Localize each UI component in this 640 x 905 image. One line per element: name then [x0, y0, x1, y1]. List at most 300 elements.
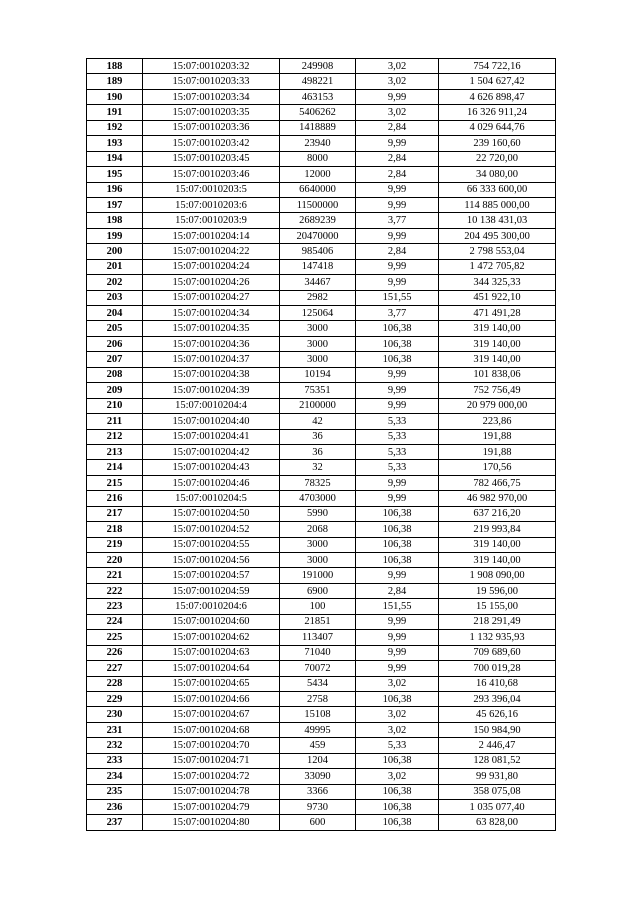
value-cell: 15 155,00 — [439, 599, 556, 614]
table-row — [87, 444, 556, 459]
table-row — [87, 74, 556, 89]
table-row — [87, 691, 556, 706]
area-cell: 459 — [280, 738, 356, 753]
value-cell: 218 291,49 — [439, 614, 556, 629]
row-number-cell: 212 — [87, 429, 143, 444]
area-cell: 15108 — [280, 707, 356, 722]
value-cell: 45 626,16 — [439, 707, 556, 722]
value-cell: 10 138 431,03 — [439, 213, 556, 228]
cadastral-number-cell: 15:07:0010204:5 — [143, 491, 280, 506]
rate-cell: 9,99 — [356, 197, 439, 212]
area-cell: 113407 — [280, 630, 356, 645]
rate-cell: 151,55 — [356, 599, 439, 614]
area-cell: 100 — [280, 599, 356, 614]
rate-cell: 3,02 — [356, 74, 439, 89]
value-cell: 1 132 935,93 — [439, 630, 556, 645]
value-cell: 204 495 300,00 — [439, 228, 556, 243]
row-number-cell: 237 — [87, 815, 143, 830]
rate-cell: 151,55 — [356, 290, 439, 305]
rate-cell: 9,99 — [356, 383, 439, 398]
table-row — [87, 645, 556, 660]
rate-cell: 9,99 — [356, 367, 439, 382]
table-row — [87, 815, 556, 830]
table-row — [87, 89, 556, 104]
row-number-cell: 231 — [87, 722, 143, 737]
row-number-cell: 188 — [87, 59, 143, 74]
row-number-cell: 218 — [87, 522, 143, 537]
row-number-cell: 223 — [87, 599, 143, 614]
value-cell: 2 798 553,04 — [439, 244, 556, 259]
table-row — [87, 136, 556, 151]
value-cell: 20 979 000,00 — [439, 398, 556, 413]
area-cell: 12000 — [280, 167, 356, 182]
table-row — [87, 259, 556, 274]
rate-cell: 9,99 — [356, 614, 439, 629]
cadastral-number-cell: 15:07:0010204:62 — [143, 630, 280, 645]
value-cell: 22 720,00 — [439, 151, 556, 166]
table-row — [87, 167, 556, 182]
cadastral-number-cell: 15:07:0010203:6 — [143, 197, 280, 212]
table-row — [87, 398, 556, 413]
row-number-cell: 189 — [87, 74, 143, 89]
table-row — [87, 614, 556, 629]
row-number-cell: 193 — [87, 136, 143, 151]
value-cell: 63 828,00 — [439, 815, 556, 830]
table-row — [87, 630, 556, 645]
cadastral-number-cell: 15:07:0010204:65 — [143, 676, 280, 691]
row-number-cell: 225 — [87, 630, 143, 645]
table-row — [87, 228, 556, 243]
value-cell: 319 140,00 — [439, 321, 556, 336]
document-page — [86, 58, 555, 831]
area-cell: 20470000 — [280, 228, 356, 243]
rate-cell: 106,38 — [356, 522, 439, 537]
table-row — [87, 475, 556, 490]
area-cell: 125064 — [280, 306, 356, 321]
area-cell: 249908 — [280, 59, 356, 74]
cadastral-number-cell: 15:07:0010204:79 — [143, 800, 280, 815]
cadastral-number-cell: 15:07:0010204:60 — [143, 614, 280, 629]
value-cell: 101 838,06 — [439, 367, 556, 382]
cadastral-number-cell: 15:07:0010204:24 — [143, 259, 280, 274]
table-row — [87, 197, 556, 212]
area-cell: 33090 — [280, 769, 356, 784]
cadastral-number-cell: 15:07:0010204:63 — [143, 645, 280, 660]
value-cell: 344 325,33 — [439, 275, 556, 290]
value-cell: 150 984,90 — [439, 722, 556, 737]
area-cell: 2100000 — [280, 398, 356, 413]
rate-cell: 3,02 — [356, 59, 439, 74]
area-cell: 21851 — [280, 614, 356, 629]
rate-cell: 5,33 — [356, 414, 439, 429]
table-row — [87, 182, 556, 197]
rate-cell: 3,02 — [356, 676, 439, 691]
row-number-cell: 197 — [87, 197, 143, 212]
cadastral-number-cell: 15:07:0010204:64 — [143, 661, 280, 676]
cadastral-number-cell: 15:07:0010204:57 — [143, 568, 280, 583]
area-cell: 463153 — [280, 89, 356, 104]
cadastral-number-cell: 15:07:0010204:42 — [143, 444, 280, 459]
rate-cell: 106,38 — [356, 800, 439, 815]
table-row — [87, 151, 556, 166]
cadastral-number-cell: 15:07:0010204:40 — [143, 414, 280, 429]
row-number-cell: 203 — [87, 290, 143, 305]
table-row — [87, 583, 556, 598]
area-cell: 23940 — [280, 136, 356, 151]
rate-cell: 5,33 — [356, 738, 439, 753]
cadastral-number-cell: 15:07:0010204:39 — [143, 383, 280, 398]
table-row — [87, 429, 556, 444]
table-row — [87, 120, 556, 135]
table-row — [87, 784, 556, 799]
cadastral-number-cell: 15:07:0010203:32 — [143, 59, 280, 74]
row-number-cell: 219 — [87, 537, 143, 552]
row-number-cell: 195 — [87, 167, 143, 182]
value-cell: 66 333 600,00 — [439, 182, 556, 197]
area-cell: 5434 — [280, 676, 356, 691]
rate-cell: 9,99 — [356, 661, 439, 676]
area-cell: 4703000 — [280, 491, 356, 506]
cadastral-number-cell: 15:07:0010204:37 — [143, 352, 280, 367]
row-number-cell: 201 — [87, 259, 143, 274]
row-number-cell: 207 — [87, 352, 143, 367]
rate-cell: 3,02 — [356, 105, 439, 120]
table-row — [87, 738, 556, 753]
row-number-cell: 233 — [87, 753, 143, 768]
table-row — [87, 321, 556, 336]
value-cell: 191,88 — [439, 444, 556, 459]
table-row — [87, 59, 556, 74]
value-cell: 782 466,75 — [439, 475, 556, 490]
row-number-cell: 211 — [87, 414, 143, 429]
row-number-cell: 232 — [87, 738, 143, 753]
rate-cell: 9,99 — [356, 182, 439, 197]
area-cell: 985406 — [280, 244, 356, 259]
area-cell: 3366 — [280, 784, 356, 799]
table-row — [87, 800, 556, 815]
cadastral-number-cell: 15:07:0010204:35 — [143, 321, 280, 336]
row-number-cell: 194 — [87, 151, 143, 166]
cadastral-number-cell: 15:07:0010204:46 — [143, 475, 280, 490]
rate-cell: 9,99 — [356, 89, 439, 104]
rate-cell: 106,38 — [356, 784, 439, 799]
area-cell: 6640000 — [280, 182, 356, 197]
table-row — [87, 537, 556, 552]
rate-cell: 9,99 — [356, 228, 439, 243]
row-number-cell: 210 — [87, 398, 143, 413]
rate-cell: 9,99 — [356, 259, 439, 274]
area-cell: 147418 — [280, 259, 356, 274]
cadastral-number-cell: 15:07:0010204:71 — [143, 753, 280, 768]
table-row — [87, 383, 556, 398]
cadastral-number-cell: 15:07:0010204:72 — [143, 769, 280, 784]
cadastral-number-cell: 15:07:0010204:55 — [143, 537, 280, 552]
cadastral-number-cell: 15:07:0010203:5 — [143, 182, 280, 197]
cadastral-number-cell: 15:07:0010203:9 — [143, 213, 280, 228]
rate-cell: 106,38 — [356, 352, 439, 367]
row-number-cell: 192 — [87, 120, 143, 135]
cadastral-number-cell: 15:07:0010204:59 — [143, 583, 280, 598]
cadastral-number-cell: 15:07:0010204:38 — [143, 367, 280, 382]
area-cell: 6900 — [280, 583, 356, 598]
area-cell: 1418889 — [280, 120, 356, 135]
table-row — [87, 522, 556, 537]
row-number-cell: 215 — [87, 475, 143, 490]
row-number-cell: 230 — [87, 707, 143, 722]
value-cell: 1 472 705,82 — [439, 259, 556, 274]
row-number-cell: 224 — [87, 614, 143, 629]
rate-cell: 2,84 — [356, 583, 439, 598]
value-cell: 19 596,00 — [439, 583, 556, 598]
row-number-cell: 228 — [87, 676, 143, 691]
table-row — [87, 306, 556, 321]
area-cell: 600 — [280, 815, 356, 830]
cadastral-number-cell: 15:07:0010204:70 — [143, 738, 280, 753]
cadastral-number-cell: 15:07:0010204:34 — [143, 306, 280, 321]
value-cell: 293 396,04 — [439, 691, 556, 706]
area-cell: 32 — [280, 460, 356, 475]
table-row — [87, 553, 556, 568]
rate-cell: 106,38 — [356, 753, 439, 768]
table-row — [87, 599, 556, 614]
cadastral-number-cell: 15:07:0010204:22 — [143, 244, 280, 259]
table-row — [87, 105, 556, 120]
rate-cell: 2,84 — [356, 167, 439, 182]
row-number-cell: 221 — [87, 568, 143, 583]
area-cell: 36 — [280, 444, 356, 459]
rate-cell: 9,99 — [356, 491, 439, 506]
row-number-cell: 234 — [87, 769, 143, 784]
value-cell: 1 908 090,00 — [439, 568, 556, 583]
area-cell: 5990 — [280, 506, 356, 521]
cadastral-number-cell: 15:07:0010203:45 — [143, 151, 280, 166]
cadastral-number-cell: 15:07:0010204:14 — [143, 228, 280, 243]
cadastral-number-cell: 15:07:0010203:34 — [143, 89, 280, 104]
value-cell: 319 140,00 — [439, 352, 556, 367]
rate-cell: 5,33 — [356, 460, 439, 475]
cadastral-value-table — [86, 58, 556, 831]
value-cell: 1 035 077,40 — [439, 800, 556, 815]
area-cell: 3000 — [280, 352, 356, 367]
cadastral-number-cell: 15:07:0010204:6 — [143, 599, 280, 614]
value-cell: 319 140,00 — [439, 336, 556, 351]
table-row — [87, 722, 556, 737]
cadastral-number-cell: 15:07:0010204:36 — [143, 336, 280, 351]
table-row — [87, 414, 556, 429]
value-cell: 1 504 627,42 — [439, 74, 556, 89]
row-number-cell: 191 — [87, 105, 143, 120]
area-cell: 3000 — [280, 553, 356, 568]
row-number-cell: 206 — [87, 336, 143, 351]
rate-cell: 9,99 — [356, 398, 439, 413]
value-cell: 239 160,60 — [439, 136, 556, 151]
value-cell: 16 410,68 — [439, 676, 556, 691]
rate-cell: 2,84 — [356, 120, 439, 135]
table-row — [87, 676, 556, 691]
cadastral-number-cell: 15:07:0010204:67 — [143, 707, 280, 722]
rate-cell: 106,38 — [356, 537, 439, 552]
value-cell: 16 326 911,24 — [439, 105, 556, 120]
area-cell: 2689239 — [280, 213, 356, 228]
area-cell: 70072 — [280, 661, 356, 676]
cadastral-number-cell: 15:07:0010204:27 — [143, 290, 280, 305]
area-cell: 71040 — [280, 645, 356, 660]
row-number-cell: 198 — [87, 213, 143, 228]
rate-cell: 3,77 — [356, 306, 439, 321]
rate-cell: 9,99 — [356, 275, 439, 290]
value-cell: 752 756,49 — [439, 383, 556, 398]
row-number-cell: 190 — [87, 89, 143, 104]
cadastral-number-cell: 15:07:0010204:52 — [143, 522, 280, 537]
rate-cell: 9,99 — [356, 136, 439, 151]
area-cell: 42 — [280, 414, 356, 429]
rate-cell: 106,38 — [356, 691, 439, 706]
cadastral-number-cell: 15:07:0010204:43 — [143, 460, 280, 475]
cadastral-number-cell: 15:07:0010204:26 — [143, 275, 280, 290]
row-number-cell: 196 — [87, 182, 143, 197]
rate-cell: 106,38 — [356, 506, 439, 521]
row-number-cell: 213 — [87, 444, 143, 459]
row-number-cell: 220 — [87, 553, 143, 568]
value-cell: 114 885 000,00 — [439, 197, 556, 212]
cadastral-number-cell: 15:07:0010204:66 — [143, 691, 280, 706]
value-cell: 46 982 970,00 — [439, 491, 556, 506]
value-cell: 754 722,16 — [439, 59, 556, 74]
cadastral-number-cell: 15:07:0010203:46 — [143, 167, 280, 182]
area-cell: 2758 — [280, 691, 356, 706]
value-cell: 4 626 898,47 — [439, 89, 556, 104]
area-cell: 8000 — [280, 151, 356, 166]
rate-cell: 2,84 — [356, 151, 439, 166]
value-cell: 34 080,00 — [439, 167, 556, 182]
area-cell: 78325 — [280, 475, 356, 490]
area-cell: 3000 — [280, 321, 356, 336]
row-number-cell: 226 — [87, 645, 143, 660]
rate-cell: 5,33 — [356, 444, 439, 459]
row-number-cell: 202 — [87, 275, 143, 290]
rate-cell: 9,99 — [356, 568, 439, 583]
value-cell: 319 140,00 — [439, 553, 556, 568]
value-cell: 128 081,52 — [439, 753, 556, 768]
table-row — [87, 460, 556, 475]
row-number-cell: 217 — [87, 506, 143, 521]
table-row — [87, 290, 556, 305]
cadastral-number-cell: 15:07:0010204:50 — [143, 506, 280, 521]
cadastral-number-cell: 15:07:0010204:4 — [143, 398, 280, 413]
cadastral-number-cell: 15:07:0010203:42 — [143, 136, 280, 151]
cadastral-number-cell: 15:07:0010204:68 — [143, 722, 280, 737]
cadastral-number-cell: 15:07:0010204:41 — [143, 429, 280, 444]
row-number-cell: 229 — [87, 691, 143, 706]
area-cell: 75351 — [280, 383, 356, 398]
area-cell: 5406262 — [280, 105, 356, 120]
value-cell: 99 931,80 — [439, 769, 556, 784]
area-cell: 2982 — [280, 290, 356, 305]
row-number-cell: 216 — [87, 491, 143, 506]
row-number-cell: 199 — [87, 228, 143, 243]
table-row — [87, 506, 556, 521]
rate-cell: 106,38 — [356, 815, 439, 830]
table-row — [87, 213, 556, 228]
value-cell: 471 491,28 — [439, 306, 556, 321]
value-cell: 191,88 — [439, 429, 556, 444]
table-row — [87, 661, 556, 676]
row-number-cell: 235 — [87, 784, 143, 799]
row-number-cell: 208 — [87, 367, 143, 382]
rate-cell: 5,33 — [356, 429, 439, 444]
area-cell: 191000 — [280, 568, 356, 583]
table-row — [87, 707, 556, 722]
area-cell: 1204 — [280, 753, 356, 768]
area-cell: 10194 — [280, 367, 356, 382]
rate-cell: 106,38 — [356, 321, 439, 336]
area-cell: 3000 — [280, 537, 356, 552]
table-row — [87, 367, 556, 382]
area-cell: 36 — [280, 429, 356, 444]
rate-cell: 106,38 — [356, 336, 439, 351]
value-cell: 319 140,00 — [439, 537, 556, 552]
row-number-cell: 214 — [87, 460, 143, 475]
cadastral-number-cell: 15:07:0010204:78 — [143, 784, 280, 799]
table-row — [87, 491, 556, 506]
table-row — [87, 336, 556, 351]
value-cell: 219 993,84 — [439, 522, 556, 537]
area-cell: 11500000 — [280, 197, 356, 212]
rate-cell: 9,99 — [356, 630, 439, 645]
value-cell: 358 075,08 — [439, 784, 556, 799]
table-row — [87, 568, 556, 583]
cadastral-number-cell: 15:07:0010204:56 — [143, 553, 280, 568]
value-cell: 223,86 — [439, 414, 556, 429]
value-cell: 170,56 — [439, 460, 556, 475]
area-cell: 49995 — [280, 722, 356, 737]
rate-cell: 9,99 — [356, 475, 439, 490]
cadastral-number-cell: 15:07:0010203:33 — [143, 74, 280, 89]
cadastral-number-cell: 15:07:0010203:35 — [143, 105, 280, 120]
value-cell: 451 922,10 — [439, 290, 556, 305]
table-row — [87, 753, 556, 768]
table-row — [87, 769, 556, 784]
rate-cell: 3,02 — [356, 769, 439, 784]
rate-cell: 3,02 — [356, 707, 439, 722]
area-cell: 34467 — [280, 275, 356, 290]
value-cell: 4 029 644,76 — [439, 120, 556, 135]
value-cell: 709 689,60 — [439, 645, 556, 660]
row-number-cell: 236 — [87, 800, 143, 815]
row-number-cell: 227 — [87, 661, 143, 676]
row-number-cell: 204 — [87, 306, 143, 321]
area-cell: 2068 — [280, 522, 356, 537]
cadastral-number-cell: 15:07:0010204:80 — [143, 815, 280, 830]
rate-cell: 106,38 — [356, 553, 439, 568]
area-cell: 3000 — [280, 336, 356, 351]
table-body — [87, 59, 556, 831]
rate-cell: 3,02 — [356, 722, 439, 737]
rate-cell: 9,99 — [356, 645, 439, 660]
cadastral-number-cell: 15:07:0010203:36 — [143, 120, 280, 135]
area-cell: 9730 — [280, 800, 356, 815]
value-cell: 2 446,47 — [439, 738, 556, 753]
row-number-cell: 200 — [87, 244, 143, 259]
area-cell: 498221 — [280, 74, 356, 89]
table-row — [87, 244, 556, 259]
table-row — [87, 275, 556, 290]
rate-cell: 3,77 — [356, 213, 439, 228]
value-cell: 700 019,28 — [439, 661, 556, 676]
table-row — [87, 352, 556, 367]
row-number-cell: 209 — [87, 383, 143, 398]
row-number-cell: 205 — [87, 321, 143, 336]
